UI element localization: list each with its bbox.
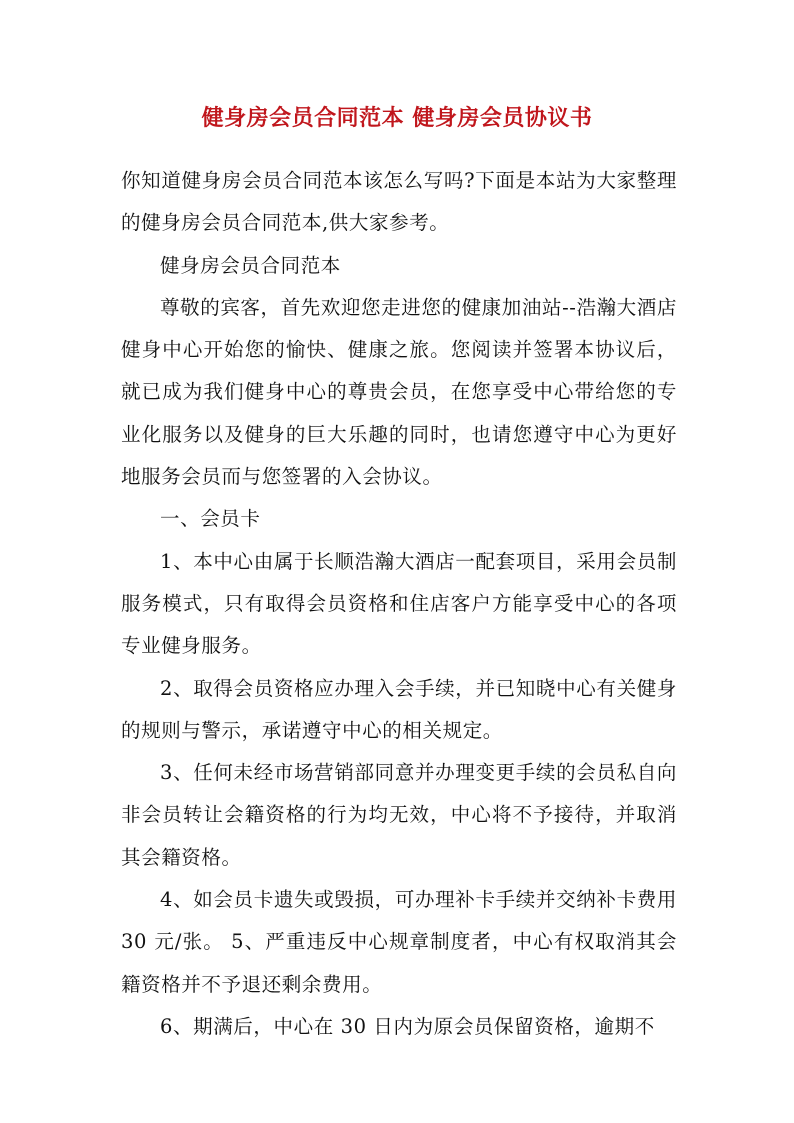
intro-paragraph: 你知道健身房会员合同范本该怎么写吗?下面是本站为大家整理的健身房会员合同范本,供大家参考。 xyxy=(121,169,677,235)
document-body xyxy=(121,160,677,1048)
clause-1: 1、本中心由属于长顺浩瀚大酒店一配套项目，采用会员制服务模式，只有取得会员资格和住店客户方能享受中心的各项专业健身服务。 xyxy=(121,549,677,658)
clause-3: 3、任何未经市场营销部同意并办理变更手续的会员私自向非会员转让会籍资格的行为均无效，中心将不予接待，并取消其会籍资格。 xyxy=(121,761,677,869)
document-title: 健身房会员合同范本 健身房会员协议书 xyxy=(201,105,593,131)
welcome-paragraph: 尊敬的宾客，首先欢迎您走进您的健康加油站--浩瀚大酒店健身中心开始您的愉快、健康之旅。您阅读并签署本协议后，就已成为我们健身中心的尊贵会员，在您享受中心带给您的专业化服务以及健身的巨大乐趣的同时，也请您遵守中心为更好地服务会员而与您签署的入会协议。 xyxy=(121,295,677,489)
clause-2: 2、取得会员资格应办理入会手续，并已知晓中心有关健身的规则与警示，承诺遵守中心的相关规定。 xyxy=(121,676,677,742)
section-heading: 健身房会员合同范本 xyxy=(160,253,341,277)
clause-6: 6、期满后，中心在 30 日内为原会员保留资格，逾期不 xyxy=(160,1014,655,1038)
clause-4-5: 4、如会员卡遗失或毁损，可办理补卡手续并交纳补卡费用 30 元/张。 5、严重违反中心规章制度者，中心有权取消其会籍资格并不予退还剩余费用。 xyxy=(121,888,677,996)
chapter-heading-membership-card: 一、会员卡 xyxy=(160,507,261,531)
